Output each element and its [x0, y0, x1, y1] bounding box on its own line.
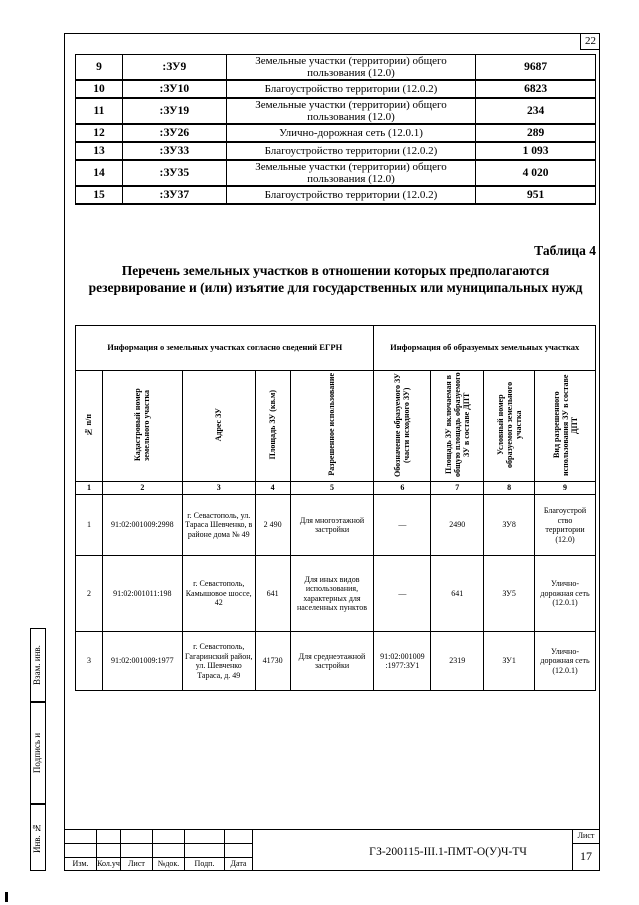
continued-table — [75, 54, 596, 205]
side-stamp-podpis: Подпись и — [30, 702, 46, 804]
permitted-use: Земельные участки (территории) общего пользования (12.0) — [226, 160, 476, 186]
cell-cad: 91:02:001009:2998 — [102, 495, 182, 556]
column-number: 7 — [431, 482, 484, 495]
column-number: 1 — [76, 482, 103, 495]
table-row — [76, 186, 596, 204]
cell-n: 2 — [76, 556, 103, 632]
plot-area: 6823 — [476, 80, 596, 98]
column-header: № п/п — [76, 371, 103, 482]
table-row — [76, 160, 596, 186]
column-header: Вид разрешенного использования ЗУ в составе ДПТ — [535, 371, 596, 482]
side-stamp-inv: Инв. № — [30, 804, 46, 871]
permitted-use: Благоустройство территории (12.0.2) — [226, 186, 476, 204]
plot-designation: :ЗУ10 — [122, 80, 226, 98]
plot-area: 4 020 — [476, 160, 596, 186]
cell-use: Для многоэтажной застройки — [290, 495, 374, 556]
cell-code: ЗУ5 — [484, 556, 535, 632]
cell-addr: г. Севастополь, Гагаринский район, ул. Шевченко Тараса, д. 49 — [182, 632, 255, 691]
row-number: 11 — [76, 98, 123, 124]
column-header: Площадь ЗУ (кв.м) — [255, 371, 290, 482]
cell-n: 1 — [76, 495, 103, 556]
column-number: 9 — [535, 482, 596, 495]
column-number: 8 — [484, 482, 535, 495]
cell-code: ЗУ8 — [484, 495, 535, 556]
sheet-number: 17 — [580, 849, 592, 863]
column-header: Адрес ЗУ — [182, 371, 255, 482]
cell-dpt-use: Улично-дорожная сеть (12.0.1) — [535, 556, 596, 632]
group-header-left: Информация о земельных участках согласно сведений ЕГРН — [76, 326, 374, 371]
cell-new: — — [374, 495, 431, 556]
table-row — [76, 124, 596, 142]
permitted-use: Благоустройство территории (12.0.2) — [226, 142, 476, 160]
cell-use: Для среднеэтажной застройки — [290, 632, 374, 691]
stamp-label: Кол.уч — [96, 857, 120, 871]
title-block — [64, 829, 600, 871]
sheet-label: Лист — [577, 831, 595, 840]
document-code: ГЗ-200115-III.1-ПМТ-О(У)Ч-ТЧ — [369, 846, 527, 858]
cell-new-area: 2490 — [431, 495, 484, 556]
column-header: Обозначение образуемого ЗУ (части исходного ЗУ) — [374, 371, 431, 482]
plot-area: 289 — [476, 124, 596, 142]
cell-area: 2 490 — [255, 495, 290, 556]
cell-cad: 91:02:001011:198 — [102, 556, 182, 632]
row-number: 15 — [76, 186, 123, 204]
table-title: Перечень земельных участков в отношении которых предполагаются резервирование и (или) изъятие для государственных или муниципальных нужд — [88, 263, 583, 295]
cell-area: 641 — [255, 556, 290, 632]
cell-addr: г. Севастополь, ул. Тараса Шевченко, в районе дома № 49 — [182, 495, 255, 556]
table-row — [76, 495, 596, 556]
plot-area: 234 — [476, 98, 596, 124]
cell-n: 3 — [76, 632, 103, 691]
column-header: Условный номер образуемого земельного участка — [484, 371, 535, 482]
cell-new-area: 2319 — [431, 632, 484, 691]
plot-designation: :ЗУ19 — [122, 98, 226, 124]
stamp-label: Подп. — [184, 857, 224, 871]
row-number: 12 — [76, 124, 123, 142]
permitted-use: Благоустройство территории (12.0.2) — [226, 80, 476, 98]
cell-new: — — [374, 556, 431, 632]
row-number: 10 — [76, 80, 123, 98]
stamp-label: Дата — [224, 857, 252, 871]
cell-new: 91:02:001009 :1977:ЗУ1 — [374, 632, 431, 691]
plot-designation: :ЗУ35 — [122, 160, 226, 186]
cell-area: 41730 — [255, 632, 290, 691]
cell-cad: 91:02:001009:1977 — [102, 632, 182, 691]
table-caption: Таблица 4 — [534, 243, 596, 258]
plot-designation: :ЗУ9 — [122, 55, 226, 81]
plot-designation: :ЗУ33 — [122, 142, 226, 160]
row-number: 9 — [76, 55, 123, 81]
table-row — [76, 632, 596, 691]
cell-code: ЗУ1 — [484, 632, 535, 691]
top-page-number: 22 — [580, 33, 600, 50]
group-header-right: Информация об образуемых земельных участках — [374, 326, 596, 371]
column-header: Разрешенное использование — [290, 371, 374, 482]
permitted-use: Земельные участки (территории) общего пользования (12.0) — [226, 98, 476, 124]
cell-new-area: 641 — [431, 556, 484, 632]
plot-designation: :ЗУ26 — [122, 124, 226, 142]
stamp-label: Изм. — [64, 857, 96, 871]
column-number: 5 — [290, 482, 374, 495]
plot-area: 9687 — [476, 55, 596, 81]
stamp-label: Лист — [120, 857, 152, 871]
row-number: 13 — [76, 142, 123, 160]
table-4 — [75, 325, 596, 691]
plot-designation: :ЗУ37 — [122, 186, 226, 204]
side-stamp-vzam: Взам. инв. — [30, 628, 46, 702]
column-number: 4 — [255, 482, 290, 495]
plot-area: 1 093 — [476, 142, 596, 160]
column-number: 6 — [374, 482, 431, 495]
column-number: 3 — [182, 482, 255, 495]
table-row — [76, 556, 596, 632]
permitted-use: Улично-дорожная сеть (12.0.1) — [226, 124, 476, 142]
plot-area: 951 — [476, 186, 596, 204]
table-row — [76, 80, 596, 98]
stamp-label: №док. — [152, 857, 184, 871]
table-row — [76, 55, 596, 81]
row-number: 14 — [76, 160, 123, 186]
column-header: Кадастровый номер земельного участка — [102, 371, 182, 482]
cell-use: Для иных видов использования, характерных для населенных пунктов — [290, 556, 374, 632]
table-row — [76, 98, 596, 124]
column-header: Площадь ЗУ включаемая в общую площадь образуемого ЗУ в составе ДПТ — [431, 371, 484, 482]
cell-dpt-use: Благоустрой ство территории (12.0) — [535, 495, 596, 556]
corner-mark — [5, 892, 8, 902]
column-number: 2 — [102, 482, 182, 495]
permitted-use: Земельные участки (территории) общего пользования (12.0) — [226, 55, 476, 81]
cell-dpt-use: Улично-дорожная сеть (12.0.1) — [535, 632, 596, 691]
cell-addr: г. Севастополь, Камышовое шоссе, 42 — [182, 556, 255, 632]
table-row — [76, 142, 596, 160]
